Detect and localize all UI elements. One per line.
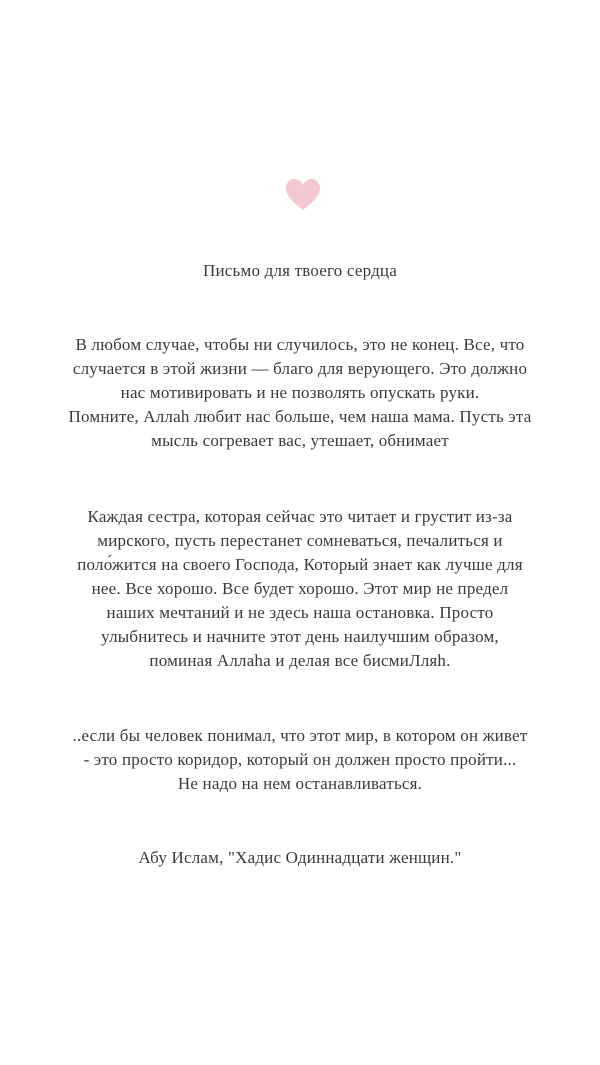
paragraph-line: случается в этой жизни — благо для верующего. Это должно bbox=[72, 359, 528, 378]
paragraph-line: поминая Аллаhа и делая все бисмиЛляh. bbox=[149, 651, 451, 670]
heart-shape bbox=[286, 179, 320, 210]
paragraph-line: Каждая сестра, которая сейчас это читает и грустит из-за bbox=[87, 507, 513, 526]
paragraph-3 bbox=[20, 724, 580, 796]
paragraph-line: нее. Все хорошо. Все будет хорошо. Этот мир не предел bbox=[91, 579, 509, 598]
paragraph-line: В любом случае, чтобы ни случилось, это не конец. Все, что bbox=[75, 335, 525, 354]
paragraph-1 bbox=[20, 333, 580, 453]
paragraph-line: мысль согревает вас, утешает, обнимает bbox=[151, 431, 449, 450]
paragraph-2 bbox=[20, 505, 580, 673]
paragraph-line: наших мечтаний и не здесь наша остановка. Просто bbox=[106, 603, 494, 622]
quote-attribution: Абу Ислам, "Хадис Одиннадцати женщин." bbox=[138, 848, 462, 867]
paragraph-line: мирского, пусть перестанет сомневаться, печалиться и bbox=[97, 531, 503, 550]
paragraph-line: поло́жится на своего Господа, Который знает как лучше для bbox=[77, 555, 523, 574]
heart-icon bbox=[285, 178, 321, 212]
paragraph-line: ..если бы человек понимал, что этот мир, в котором он живет bbox=[72, 726, 528, 745]
paragraph-line: улыбнитесь и начните этот день наилучшим образом, bbox=[101, 627, 499, 646]
paragraph-line: Не надо на нем останавливаться. bbox=[177, 774, 423, 793]
paragraph-line: - это просто коридор, который он должен просто пройти... bbox=[83, 750, 517, 769]
paragraph-line: Помните, Аллаh любит нас больше, чем наша мама. Пусть эта bbox=[68, 407, 532, 426]
letter-title: Письмо для твоего сердца bbox=[203, 261, 397, 280]
paragraph-line: нас мотивировать и не позволять опускать руки. bbox=[120, 383, 480, 402]
